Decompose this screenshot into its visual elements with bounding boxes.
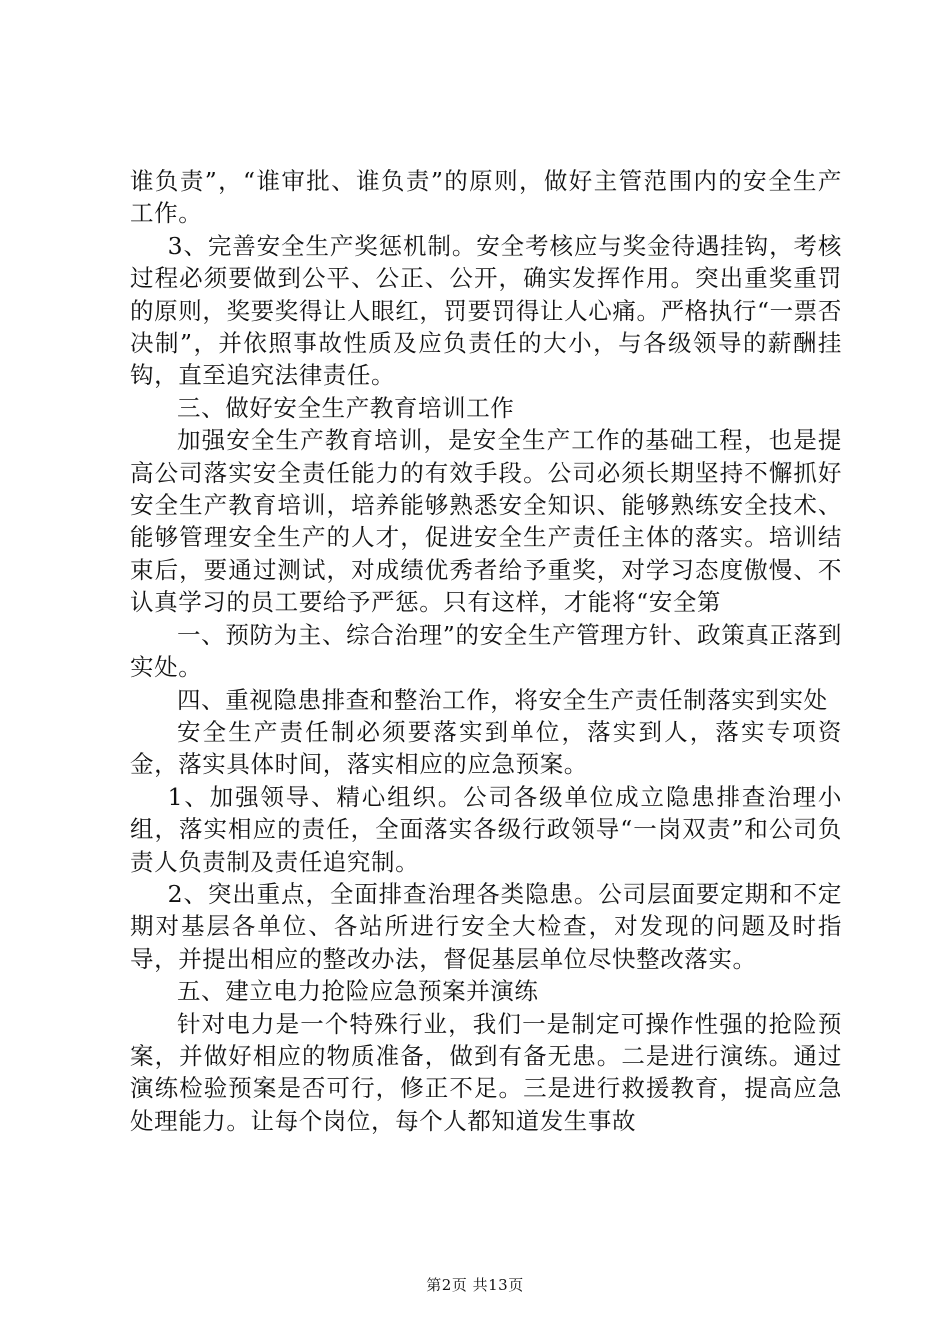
document-body	[130, 165, 842, 1137]
paragraph-7: 安全生产责任制必须要落实到单位，落实到人，落实专项资金，落实具体时间，落实相应的应急预案。	[130, 717, 842, 779]
paragraph-1: 谁负责”，“谁审批、谁负责”的原则，做好主管范围内的安全生产工作。	[130, 167, 842, 228]
paragraph-9: 2、突出重点，全面排查治理各类隐患。公司层面要定期和不定期对基层各单位、各站所进行安全大检查，对发现的问题及时指导，并提出相应的整改办法，督促基层单位尽快整改落实。	[130, 879, 842, 973]
paragraph-8: 1、加强领导、精心组织。公司各级单位成立隐患排查治理小组，落实相应的责任，全面落实各级行政领导“一岗双责”和公司负责人负责制及责任追究制。	[130, 782, 842, 876]
page-number-label: 第2页 共13页	[426, 1276, 524, 1294]
page-footer	[0, 1274, 950, 1295]
paragraph-5: 一、预防为主、综合治理”的安全生产管理方针、政策真正落到实处。	[130, 620, 842, 682]
paragraph-2: 3、完善安全生产奖惩机制。安全考核应与奖金待遇挂钩，考核过程必须要做到公平、公正、公开，确实发挥作用。突出重奖重罚的原则，奖要奖得让人眼红，罚要罚得让人心痛。严格执行“一票否决制”，并依照事故性质及应负责任的大小，与各级领导的薪酬挂钩，直至追究法律责任。	[130, 231, 842, 390]
section-heading-3: 三、做好安全生产教育培训工作	[177, 393, 515, 422]
section-heading-4: 四、重视隐患排查和整治工作，将安全生产责任制落实到实处	[177, 685, 828, 714]
paragraph-11: 针对电力是一个特殊行业，我们一是制定可操作性强的抢险预案，并做好相应的物质准备，做到有备无患。二是进行演练。通过演练检验预案是否可行，修正不足。三是进行救援教育，提高应急处理能力。让每个岗位，每个人都知道发生事故	[130, 1009, 842, 1135]
section-heading-5: 五、建立电力抢险应急预案并演练	[177, 977, 539, 1006]
paragraph-4: 加强安全生产教育培训，是安全生产工作的基础工程，也是提高公司落实安全责任能力的有效手段。公司必须长期坚持不懈抓好安全生产教育培训，培养能够熟悉安全知识、能够熟练安全技术、能够管理安全生产的人才，促进安全生产责任主体的落实。培训结束后，要通过测试，对成绩优秀者给予重奖，对学习态度傲慢、不认真学习的员工要给予严惩。只有这样，才能将“安全第	[130, 426, 842, 617]
